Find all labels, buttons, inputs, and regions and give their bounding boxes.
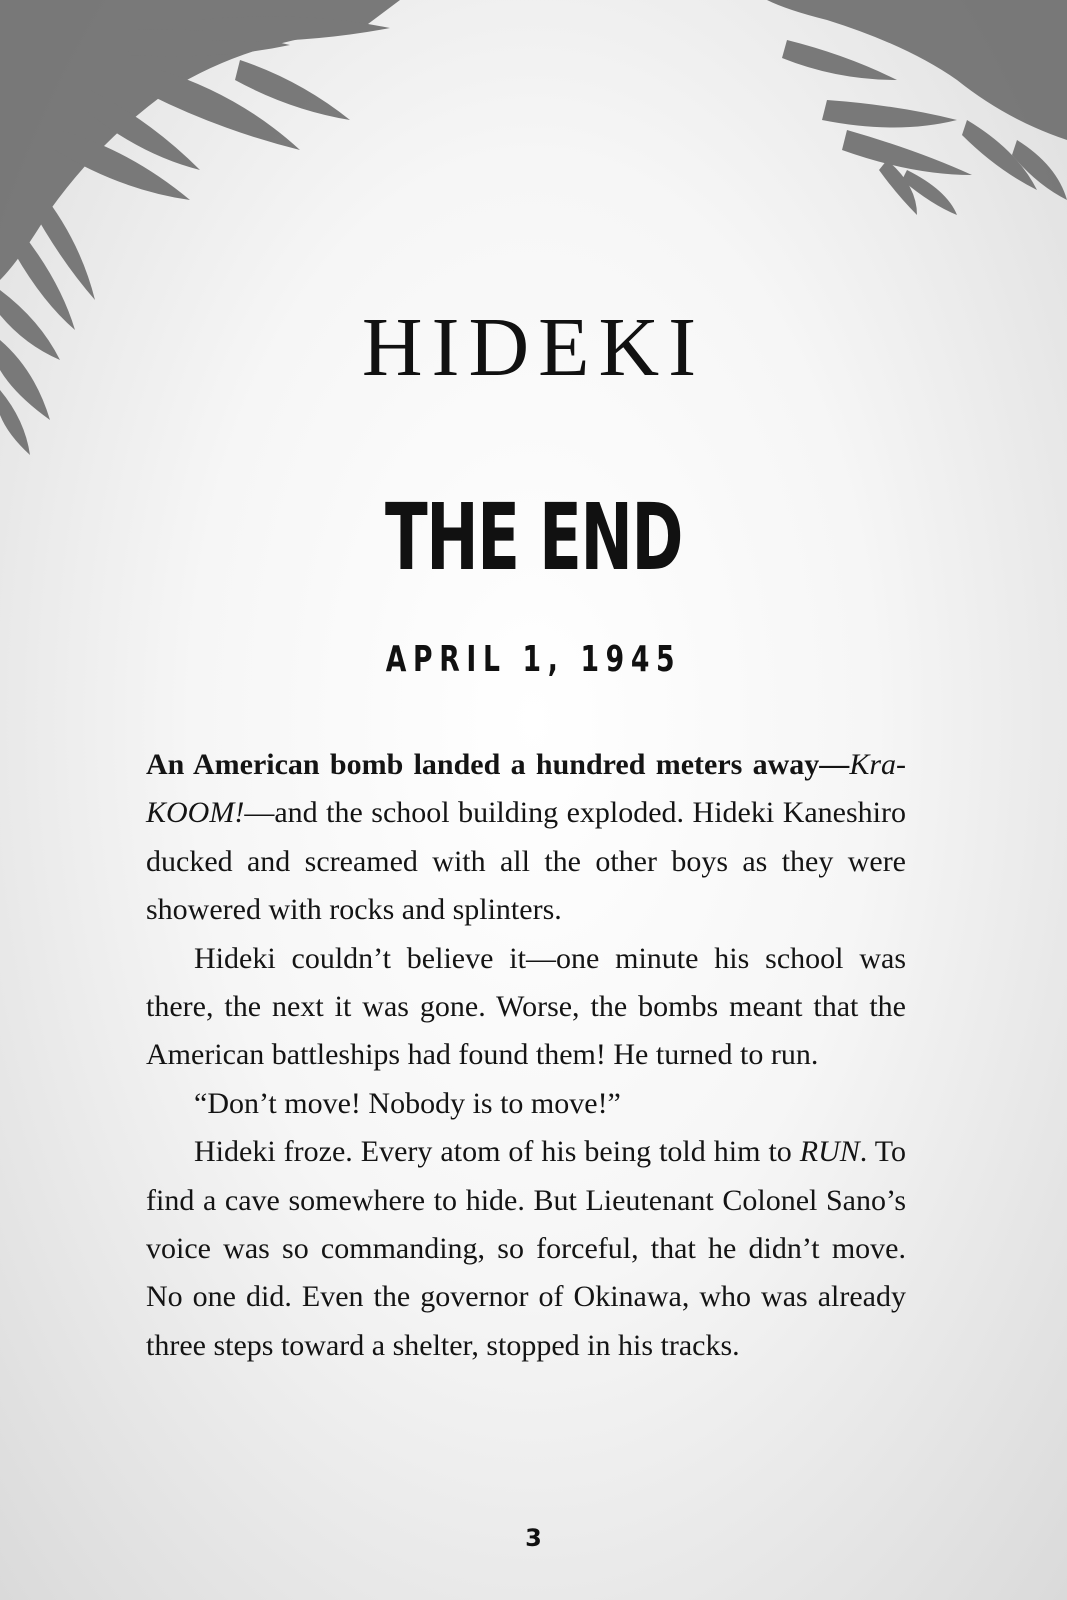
- paragraph-4-rest: . To find a cave somewhere to hide. But Lieutenant Colonel Sano’s voice was so commanding, so forceful, that he didn’t move. No one did. Even the governor of Okinawa, who was already three steps toward a shelter, stopped in his tracks.: [146, 1135, 906, 1362]
- body-text: [146, 741, 906, 1370]
- paragraph-1: [146, 741, 906, 935]
- paragraph-4: [146, 1128, 906, 1370]
- paragraph-1-sound: Kra-KOOM!: [146, 748, 906, 830]
- paragraph-3: “Don’t move! Nobody is to move!”: [194, 1086, 621, 1120]
- paragraph-1-lead: An American bomb landed a hundred meters away—: [146, 748, 850, 781]
- page-number: 3: [525, 1524, 542, 1552]
- paragraph-4-start: Hideki froze. Every atom of his being told him to: [194, 1135, 800, 1169]
- bamboo-leaves-left-icon: [0, 0, 400, 460]
- paragraph-4-emphasis: RUN: [799, 1135, 860, 1169]
- paragraph-1-rest: —and the school building exploded. Hideki Kaneshiro ducked and screamed with all the other boys as they were showered with rocks and splinters.: [146, 796, 906, 927]
- chapter-date: APRIL 1, 1945: [385, 639, 682, 680]
- bamboo-leaves-right-icon: [767, 0, 1067, 220]
- paragraph-2: Hideki couldn’t believe it—one minute his school was there, the next it was gone. Worse, the bombs meant that the American battleships had found them! He turned to run.: [146, 941, 906, 1072]
- chapter-title: THE END: [384, 484, 683, 591]
- character-name-heading: HIDEKI: [361, 301, 706, 394]
